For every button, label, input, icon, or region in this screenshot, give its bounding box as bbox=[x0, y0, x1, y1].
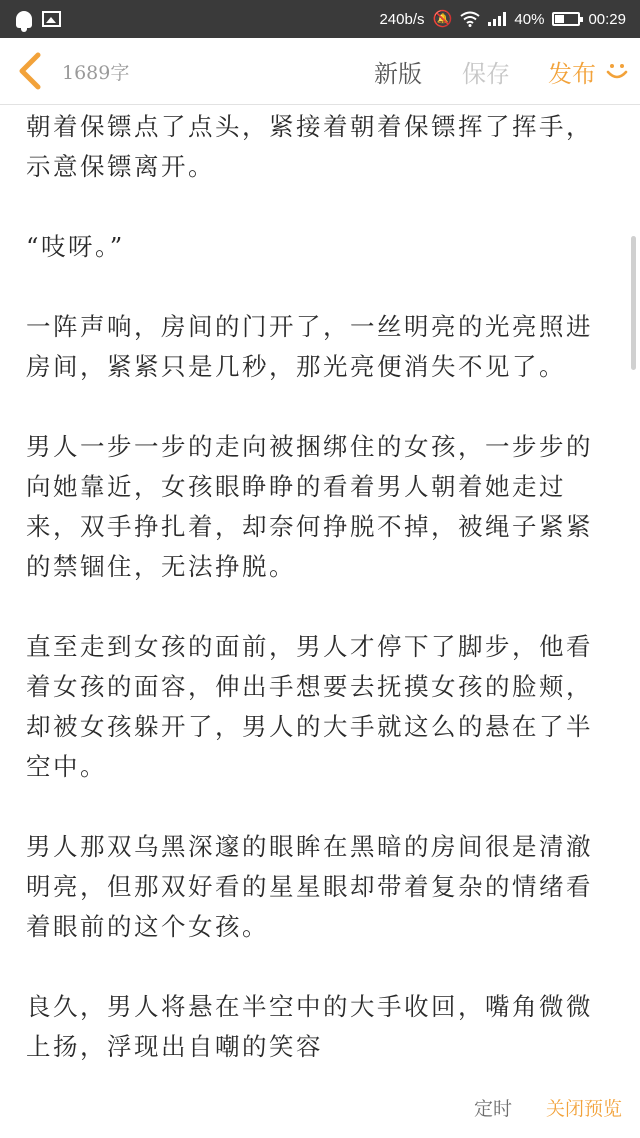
mute-icon: 🔕 bbox=[432, 11, 453, 28]
save-button[interactable]: 保存 bbox=[462, 59, 510, 88]
status-bar bbox=[0, 0, 640, 38]
new-version-button[interactable]: 新版 bbox=[374, 59, 422, 88]
battery-icon bbox=[552, 12, 580, 26]
paragraph: 一阵声响，房间的门开了，一丝明亮的光亮照进房间，紧紧只是几秒，那光亮便消失不见了。 bbox=[26, 312, 593, 381]
network-speed: 240b/s bbox=[379, 10, 425, 28]
wifi-icon bbox=[460, 11, 480, 27]
close-preview-button[interactable]: 关闭预览 bbox=[545, 1097, 622, 1120]
chevron-left-icon bbox=[17, 52, 43, 90]
battery-percent: 40% bbox=[514, 10, 545, 28]
paragraph: 男人那双乌黑深邃的眼眸在黑暗的房间很是清澈明亮，但那双好看的星星眼却带着复杂的情绪看着眼前的这个女孩。 bbox=[26, 832, 593, 941]
gallery-icon bbox=[42, 11, 61, 27]
paragraph: 朝着保镖点了点头，紧接着朝着保镖挥了挥手，示意保镖离开。 bbox=[26, 112, 593, 181]
article-preview[interactable] bbox=[0, 105, 640, 1075]
clock: 00:29 bbox=[588, 10, 626, 28]
editor-toolbar bbox=[0, 38, 640, 105]
word-count: 1689字 bbox=[62, 61, 130, 84]
notification-bell-icon bbox=[16, 11, 32, 28]
back-button[interactable] bbox=[0, 38, 60, 104]
signal-icon bbox=[488, 12, 506, 26]
publish-button[interactable]: 发布 bbox=[548, 59, 596, 88]
paragraph: “吱呀。” bbox=[26, 232, 125, 261]
bottom-bar bbox=[0, 1076, 640, 1138]
smile-icon[interactable] bbox=[604, 58, 630, 84]
paragraph: 直至走到女孩的面前，男人才停下了脚步，他看着女孩的面容，伸出手想要去抚摸女孩的脸颊，却被女孩躲开了，男人的大手就这么的悬在了半空中。 bbox=[26, 632, 593, 781]
schedule-button[interactable]: 定时 bbox=[473, 1097, 512, 1120]
paragraph: 良久，男人将悬在半空中的大手收回，嘴角微微上扬，浮现出自嘲的笑容 bbox=[26, 992, 593, 1061]
scrollbar[interactable] bbox=[631, 236, 636, 370]
paragraph: 男人一步一步的走向被捆绑住的女孩，一步步的向她靠近，女孩眼睁睁的看着男人朝着她走过来，双手挣扎着，却奈何挣脱不掉，被绳子紧紧的禁锢住，无法挣脱。 bbox=[26, 432, 593, 581]
